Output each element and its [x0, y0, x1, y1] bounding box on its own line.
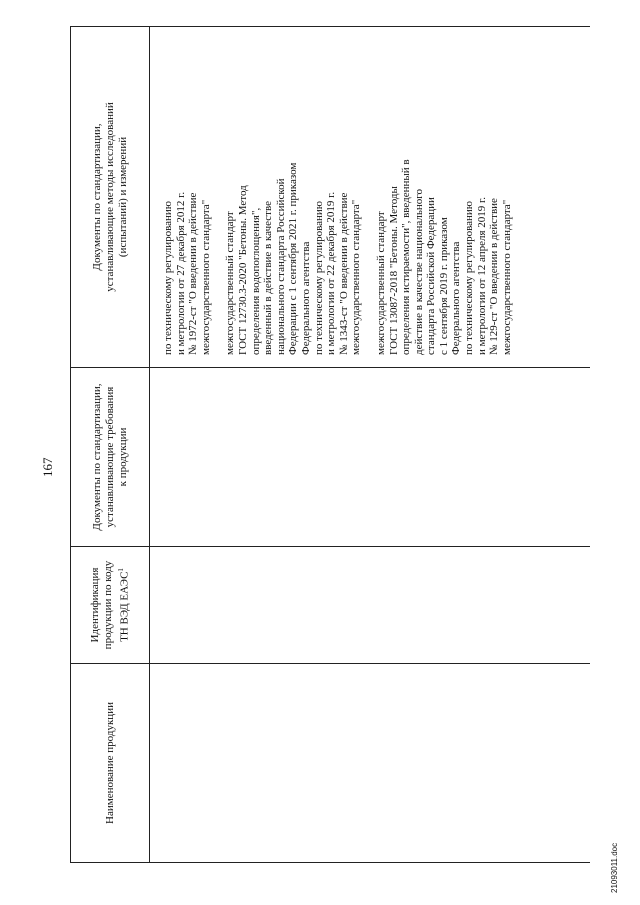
- cell-product-name: [150, 664, 591, 863]
- methods-line: по техническому регулированию: [312, 200, 325, 355]
- standards-table: [70, 26, 590, 863]
- methods-line: Федерального агентства: [299, 241, 312, 355]
- methods-line: определения водопоглощения",: [249, 207, 262, 355]
- methods-line: и метрологии от 27 декабря 2012 г.: [174, 191, 187, 355]
- header-methods-line-1: Документы по стандартизации,: [90, 123, 103, 271]
- header-req-line-3: к продукции: [116, 427, 129, 487]
- header-code-line-1: Идентификация: [88, 567, 101, 643]
- methods-line: с 1 сентября 2019 г. приказом: [437, 217, 450, 355]
- methods-line: межгосударственного стандарта": [350, 199, 363, 355]
- header-code-line-3: [115, 551, 132, 659]
- header-methods-line-3: (испытаний) и измерений: [116, 136, 129, 258]
- methods-line: межгосударственный стандарт: [374, 211, 387, 355]
- methods-line: действие в качестве национального: [412, 188, 425, 355]
- methods-line: по техническому регулированию: [463, 200, 476, 355]
- header-req-line-2: устанавливающие требования: [103, 386, 116, 528]
- methods-line: Федерального агентства: [450, 241, 463, 355]
- header-methods-line-2: устанавливающие методы исследований: [103, 102, 116, 292]
- footer-document-code: 21093011.doc: [610, 842, 619, 893]
- methods-line: межгосударственный стандарт: [224, 211, 237, 355]
- table-row: [150, 27, 591, 863]
- methods-line: № 1343-ст "О введении в действие: [337, 192, 350, 355]
- table-header-row: [71, 27, 150, 863]
- methods-line: ГОСТ 12730.3-2020 "Бетоны. Метод: [236, 185, 249, 355]
- methods-line: № 1972-ст "О введении в действие: [187, 192, 200, 355]
- header-product-name: [71, 664, 150, 863]
- methods-line: определения истираемости", введенный в: [400, 159, 413, 355]
- cell-methods-docs: [150, 27, 591, 368]
- methods-line: введенный в действие в качестве: [262, 200, 275, 355]
- paragraph-gap: [212, 33, 224, 355]
- methods-line: межгосударственного стандарта": [500, 199, 513, 355]
- header-product-code: [71, 547, 150, 664]
- methods-line: национального стандарта Российской: [274, 178, 287, 355]
- methods-line: ГОСТ 13087-2018 "Бетоны. Методы: [387, 186, 400, 355]
- header-code-footnote-mark: 1: [116, 568, 125, 572]
- methods-line: межгосударственного стандарта": [199, 199, 212, 355]
- header-code-line-3-text: ТН ВЭД ЕАЭС: [118, 571, 131, 642]
- methods-line: по техническому регулированию: [162, 200, 174, 355]
- header-code-line-2: продукции по коду: [101, 560, 114, 650]
- header-req-line-1: Документы по стандартизации,: [90, 383, 103, 531]
- cell-product-code: [150, 547, 591, 664]
- paragraph-gap: [363, 33, 375, 355]
- header-methods-docs: [71, 27, 150, 368]
- methods-line: и метрологии от 22 декабря 2019 г.: [325, 191, 338, 355]
- methods-line: и метрологии от 12 апреля 2019 г.: [475, 196, 488, 355]
- methods-line: стандарта Российской Федерации: [425, 197, 438, 355]
- header-requirements-docs: [71, 368, 150, 547]
- header-product-name-text: Наименование продукции: [103, 702, 116, 824]
- methods-line: № 129-ст "О введении в действие: [488, 198, 501, 355]
- cell-requirements-docs: [150, 368, 591, 547]
- page-number: 167: [40, 457, 55, 477]
- methods-line: Федерации с 1 сентября 2021 г. приказом: [287, 162, 300, 355]
